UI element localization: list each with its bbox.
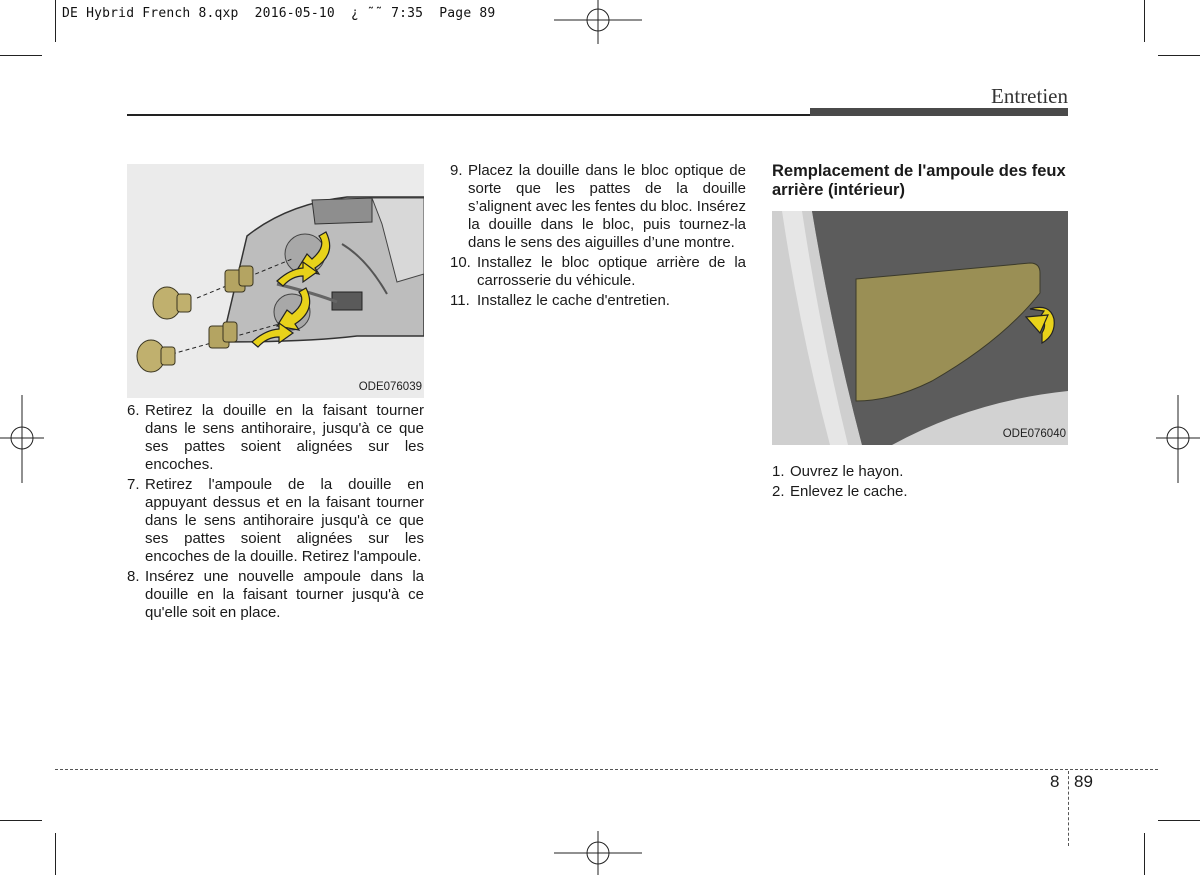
step-number: 1. [772, 463, 785, 480]
step-text: Retirez l'ampoule de la douille en appuyant dessus et en la faisant tourner dans le sens antihoraire jusqu'à ce que ses pattes soient alignées sur les encoches de la douille. Retirez l'ampoule. [145, 476, 424, 565]
chapter-number: 8 [1050, 772, 1060, 791]
footer-rule [55, 769, 1158, 770]
step-number: 7. [127, 476, 140, 493]
step-number: 6. [127, 402, 140, 419]
print-slug: DE Hybrid French 8.qxp 2016-05-10 ¿ ˜˜ 7:35 Page 89 [62, 6, 496, 21]
footer-divider [1068, 771, 1069, 846]
section-title: Entretien [991, 84, 1068, 108]
middle-column [450, 162, 746, 312]
list-item [450, 254, 746, 290]
step-number: 9. [450, 162, 463, 179]
step-number: 2. [772, 483, 785, 500]
registration-mark-left [0, 395, 44, 483]
registration-mark-top [554, 0, 642, 44]
header-rule-accent [810, 108, 1068, 116]
figure-interior-cover [772, 211, 1068, 445]
list-item [772, 483, 1068, 501]
step-text: Insérez une nouvelle ampoule dans la douille en la faisant tourner jusqu'à ce qu'elle soit en place. [145, 568, 424, 621]
figure-code: ODE076039 [358, 381, 422, 393]
step-number: 11. [450, 292, 470, 309]
registration-mark-bottom [554, 831, 642, 875]
list-item [127, 402, 424, 474]
page-number: 89 [1074, 772, 1093, 791]
registration-mark-right [1156, 395, 1200, 483]
step-text: Enlevez le cache. [790, 483, 908, 500]
step-list [772, 463, 1068, 501]
step-text: Placez la douille dans le bloc optique de sorte que les pattes de la douille s’alignent avec les fentes du bloc. Insérez la douille dans le bloc, puis tournez-la dans le sens des aiguilles d’une montre. [468, 162, 746, 251]
list-item [450, 162, 746, 252]
step-text: Installez le cache d'entretien. [477, 292, 670, 309]
figure-code: ODE076040 [1002, 428, 1066, 440]
figure-rear-lamp-sockets [127, 164, 424, 398]
interior-cover-illustration [772, 211, 1068, 445]
step-number: 8. [127, 568, 140, 585]
step-number: 10. [450, 254, 471, 271]
step-list [450, 162, 746, 310]
step-text: Retirez la douille en la faisant tourner dans le sens antihoraire, jusqu'à ce que ses pattes soient alignées sur les encoches. [145, 402, 424, 473]
list-item [450, 292, 746, 310]
section-heading: Remplacement de l'ampoule des feux arrière (intérieur) [772, 162, 1066, 199]
step-text: Installez le bloc optique arrière de la carrosserie du véhicule. [477, 254, 746, 289]
left-column [127, 164, 424, 624]
list-item [127, 476, 424, 566]
header-rule [127, 114, 810, 116]
rear-lamp-socket-illustration [127, 164, 424, 398]
step-text: Ouvrez le hayon. [790, 463, 904, 480]
right-column [772, 162, 1068, 503]
step-list [127, 402, 424, 622]
list-item [127, 568, 424, 622]
list-item [772, 463, 1068, 481]
